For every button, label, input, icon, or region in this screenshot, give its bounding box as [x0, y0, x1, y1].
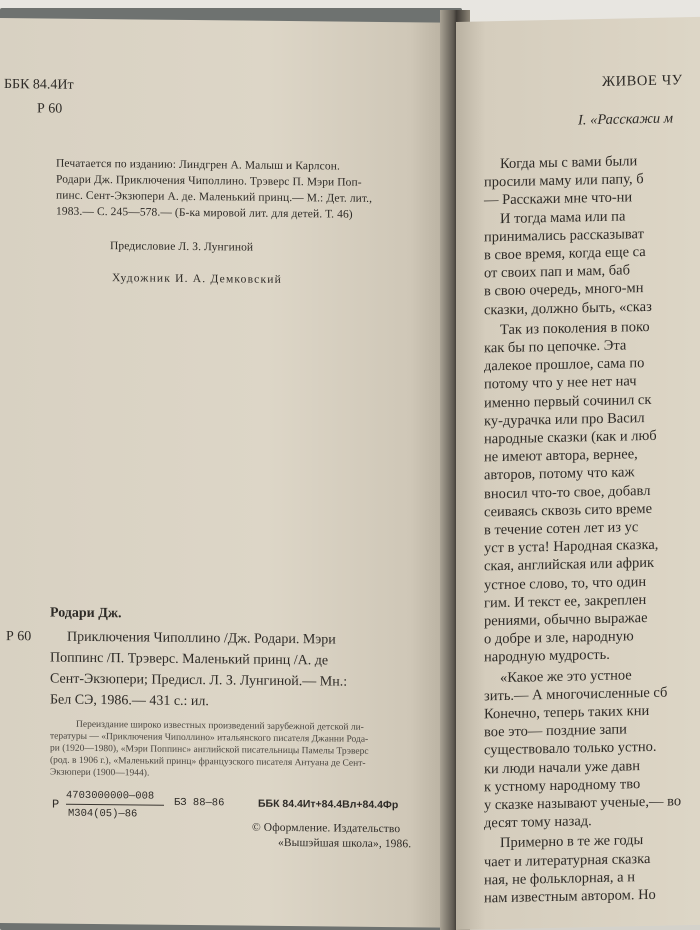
body-line: «Какое же это устное [500, 666, 632, 686]
body-line: Конечно, теперь таких кни [484, 702, 650, 723]
body-line: Так из поколения в поко [500, 318, 650, 338]
bz-code: БЗ 88—86 [174, 796, 225, 810]
body-line: народную мудрость. [484, 647, 610, 666]
card-line: Приключения Чиполлино /Дж. Родари. Мэри [67, 629, 336, 648]
body-line: далекое прошлое, сама по [484, 355, 645, 375]
body-line: сказки, должно быть, «сказ [484, 298, 652, 319]
body-line: от своих пап и мам, баб [484, 262, 630, 282]
body-line: гим. И текст ее, закреплен [484, 591, 647, 612]
body-line: авторов, потому что каж [484, 464, 635, 484]
body-line: ная, не фольклорная, а н [484, 869, 635, 889]
bbk-code: ББК 84.4Ит [4, 77, 74, 93]
body-line: ки люди начали уже давн [484, 757, 640, 778]
body-line: вое это— поздние запи [484, 721, 627, 741]
body-line: в свое время, когда еще са [484, 244, 646, 264]
body-line: именно первый сочинил ск [484, 391, 652, 412]
annotation-line: (род. в 1906 г.), «Маленький принц» французского писателя Антуана де Сент- [50, 755, 366, 769]
annotation-line: Переиздание широко известных произведений зарубежной детской ли- [76, 719, 364, 733]
imprint-line: пинс. Сент-Экзюпери А. де. Маленький принц.— М.: Дет. лит., [56, 189, 373, 205]
fraction-line [66, 804, 164, 806]
left-page [0, 18, 446, 928]
card-line: Бел СЭ, 1986.— 431 с.: ил. [50, 692, 209, 710]
body-line: — Расскажи мне что-ни [484, 189, 633, 209]
index-code: Р 60 [37, 101, 63, 117]
body-line: Когда мы с вами были [500, 153, 638, 173]
body-line: десят тому назад. [484, 813, 592, 832]
body-line: о добре и зле, народную [484, 628, 634, 648]
class-denominator: М304(05)—86 [68, 807, 138, 821]
body-line: народные сказки (как и люб [484, 427, 657, 448]
body-line: зить.— А многочисленные сб [484, 684, 668, 705]
body-line: в свою очередь, много-мн [484, 280, 644, 300]
body-line: просили маму или папу, б [484, 171, 644, 191]
body-line: принимались рассказыват [484, 225, 644, 246]
body-line: ку-дурачка или про Васил [484, 409, 645, 430]
body-line: рениями, обычно выражае [484, 609, 648, 630]
annotation-line: Экзюпери (1900—1944). [50, 767, 150, 779]
fraction-letter: Р [52, 797, 60, 812]
chapter-title: I. «Расскажи м [578, 110, 674, 129]
body-line: Примерно в те же годы [500, 832, 644, 852]
copyright-line: «Вышэйшая школа», 1986. [278, 836, 412, 851]
annotation-line: тературы — «Приключения Чиполлино» итальянского писателя Джанни Рода- [50, 731, 369, 745]
body-line: чает и литературная сказка [484, 850, 651, 871]
body-line: сеиваясь сквозь сито време [484, 500, 653, 521]
bbk-full: ББК 84.4Ит+84.4Вл+84.4Фр [258, 797, 399, 812]
author-heading: Родари Дж. [50, 605, 122, 622]
body-line: вносил что-то свое, добавл [484, 482, 651, 503]
card-line: Сент-Экзюпери; Предисл. Л. З. Лунгиной.— Мн.: [50, 671, 348, 690]
body-line: не имеют автора, вернее, [484, 446, 638, 466]
annotation-line: ри (1920—1980), «Мэри Поппинс» английской писательницы Памелы Трэверс [50, 743, 369, 757]
body-line: потому что у нее нет нач [484, 373, 637, 393]
copyright-line: © Оформление. Издательство [252, 821, 401, 836]
illustrator-credit: Художник И. А. Демковский [112, 272, 282, 286]
body-line: устное слово, то, что один [484, 573, 647, 594]
body-line: нам известным автором. Но [484, 886, 656, 907]
running-head: ЖИВОЕ ЧУ [602, 72, 683, 90]
foreword-credit: Предисловие Л. З. Лунгиной [110, 240, 254, 254]
body-line: ская, английская или африк [484, 555, 655, 575]
body-line: в течение сотен лет из ус [484, 519, 639, 539]
body-line: уст в уста! Народная сказка, [484, 536, 659, 557]
body-line: существовало только устно. [484, 739, 657, 759]
imprint-line: Печатается по изданию: Линдгрен А. Малыш и Карлсон. [56, 157, 340, 173]
imprint-line: Родари Дж. Приключения Чиполлино. Трэверс П. Мэри Поп- [56, 173, 362, 189]
imprint-line: 1983.— С. 245—578.— (Б-ка мировой лит. для детей. Т. 46) [56, 205, 353, 221]
right-page [456, 17, 700, 930]
body-line: к устному народному тво [484, 775, 641, 796]
body-line: как бы по цепочке. Эта [484, 337, 627, 357]
card-line: Поппинс /П. Трэверс. Маленький принц /А. де [50, 650, 329, 669]
body-line: И тогда мама или па [500, 208, 626, 227]
card-code: Р 60 [6, 629, 32, 645]
body-line: у сказке называют ученые,— во [484, 793, 682, 814]
class-number: 4703000000—008 [66, 789, 155, 803]
